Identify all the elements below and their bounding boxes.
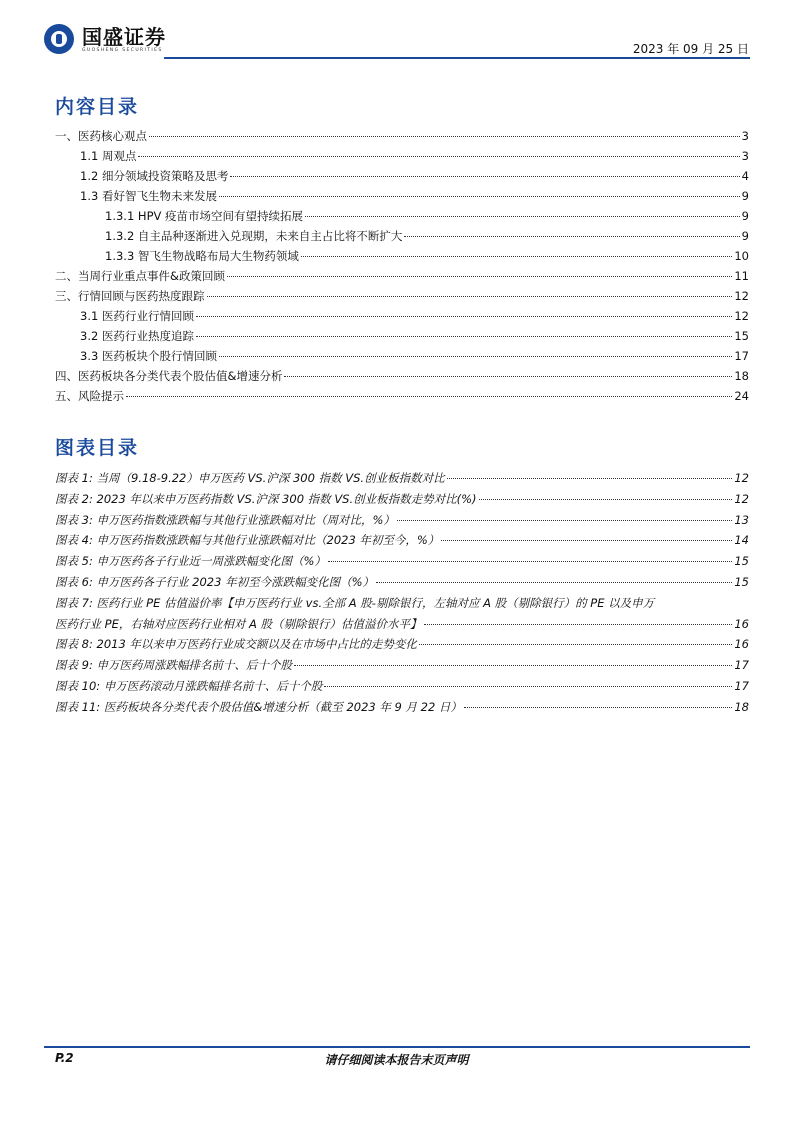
figure-entry-line1[interactable]: 图表 7: 医药行业 PE 估值溢价率【申万医药行业 vs.全部 A 股-剔除银行，左轴对应 A 股（剔除银行）的 PE 以及申万 <box>55 595 655 610</box>
toc-entry[interactable] <box>55 655 749 676</box>
entry-page[interactable]: 18 <box>734 699 749 714</box>
dot-leader <box>447 478 733 479</box>
toc-entry[interactable] <box>55 530 749 551</box>
toc-entry[interactable] <box>55 697 749 718</box>
table-of-contents <box>55 126 749 406</box>
entry-page[interactable]: 16 <box>734 637 749 652</box>
entry-label[interactable]: 1.3.3 智飞生物战略布局大生物药领域 <box>105 249 299 263</box>
entry-page[interactable]: 15 <box>734 329 749 343</box>
dot-leader <box>305 216 740 217</box>
dot-leader <box>404 236 739 237</box>
toc-title: 内容目录 <box>55 96 140 118</box>
toc-entry[interactable] <box>55 510 749 531</box>
logo-name: 国盛证券 <box>82 24 166 49</box>
entry-page[interactable]: 12 <box>734 309 749 323</box>
header-divider <box>164 57 750 59</box>
toc-entry[interactable] <box>55 306 749 326</box>
page-number: P.2 <box>55 1051 74 1065</box>
dot-leader <box>230 176 739 177</box>
entry-page[interactable]: 12 <box>734 289 749 303</box>
dot-leader <box>284 376 732 377</box>
entry-page[interactable]: 17 <box>734 349 749 363</box>
dot-leader <box>441 540 732 541</box>
dot-leader <box>138 156 739 157</box>
entry-page[interactable]: 17 <box>734 658 749 673</box>
entry-label[interactable]: 1.3.2 自主品种逐渐进入兑现期，未来自主占比将不断扩大 <box>105 229 403 243</box>
entry-page[interactable]: 14 <box>734 533 749 548</box>
dot-leader <box>294 665 732 666</box>
dot-leader <box>324 686 732 687</box>
company-logo <box>44 24 166 54</box>
entry-page[interactable]: 12 <box>734 491 749 506</box>
entry-page[interactable]: 9 <box>741 229 749 243</box>
entry-label[interactable]: 图表 1: 当周（9.18-9.22）申万医药 VS.沪深 300 指数 VS.创业板指数对比 <box>55 471 445 485</box>
dot-leader <box>301 256 732 257</box>
entry-label[interactable]: 1.3.1 HPV 疫苗市场空间有望持续拓展 <box>105 209 304 223</box>
entry-page[interactable]: 3 <box>741 129 749 143</box>
logo-icon <box>44 24 74 54</box>
entry-label[interactable]: 1.3 看好智飞生物未来发展 <box>80 189 217 203</box>
entry-label[interactable]: 一、医药核心观点 <box>55 129 147 143</box>
dot-leader <box>328 561 732 562</box>
entry-label[interactable]: 图表 11: 医药板块各分类代表个股估值&增速分析（截至 2023 年 9 月 22 日） <box>55 699 462 714</box>
dot-leader <box>149 136 740 137</box>
dot-leader <box>196 316 732 317</box>
entry-page[interactable]: 9 <box>741 209 749 223</box>
entry-label[interactable]: 3.1 医药行业行情回顾 <box>80 309 194 323</box>
report-date: 2023 年 09 月 25 日 <box>632 42 749 56</box>
dot-leader <box>397 520 732 521</box>
dot-leader <box>196 336 732 337</box>
figure-list <box>55 468 749 718</box>
toc-entry[interactable] <box>55 206 749 226</box>
entry-label[interactable]: 图表 10: 申万医药滚动月涨跌幅排名前十、后十个股 <box>55 678 323 693</box>
entry-label[interactable]: 三、行情回顾与医药热度跟踪 <box>55 289 205 303</box>
toc-entry[interactable] <box>55 126 749 146</box>
entry-page[interactable]: 17 <box>734 678 749 693</box>
entry-page[interactable]: 16 <box>734 616 749 631</box>
entry-label[interactable]: 五、风险提示 <box>55 389 124 403</box>
entry-label[interactable]: 四、医药板块各分类代表个股估值&增速分析 <box>55 369 283 383</box>
entry-label[interactable]: 图表 2: 2023 年以来申万医药指数 VS.沪深 300 指数 VS.创业板指数走势对比(%) <box>55 491 477 506</box>
toc-entry[interactable] <box>55 326 749 346</box>
toc-entry[interactable] <box>55 266 749 286</box>
entry-label[interactable]: 二、当周行业重点事件&政策回顾 <box>55 269 225 283</box>
dot-leader <box>464 707 732 708</box>
entry-page[interactable]: 12 <box>734 471 749 485</box>
dot-leader <box>376 582 732 583</box>
toc-entry[interactable] <box>55 366 749 386</box>
dot-leader <box>126 396 732 397</box>
toc-entry[interactable] <box>55 489 749 510</box>
entry-label[interactable]: 图表 5: 申万医药各子行业近一周涨跌幅变化图（%） <box>55 554 326 569</box>
footer-divider <box>44 1046 750 1048</box>
toc-entry[interactable] <box>55 186 749 206</box>
toc-entry[interactable] <box>55 246 749 266</box>
dot-leader <box>219 196 740 197</box>
entry-page[interactable]: 3 <box>741 149 749 163</box>
entry-page[interactable]: 9 <box>741 189 749 203</box>
toc-entry[interactable] <box>55 386 749 406</box>
entry-label[interactable]: 图表 6: 申万医药各子行业 2023 年初至今涨跌幅变化图（%） <box>55 574 375 589</box>
figure-list-title: 图表目录 <box>55 437 140 459</box>
entry-label[interactable]: 图表 4: 申万医药指数涨跌幅与其他行业涨跌幅对比（2023 年初至今，%） <box>55 533 440 548</box>
toc-entry[interactable] <box>55 676 749 697</box>
entry-label[interactable]: 图表 3: 申万医药指数涨跌幅与其他行业涨跌幅对比（周对比，%） <box>55 512 395 527</box>
toc-entry[interactable] <box>55 572 749 593</box>
entry-label[interactable]: 1.2 细分领域投资策略及思考 <box>80 169 229 183</box>
logo-english: GUOSHENG SECURITIES <box>82 47 163 53</box>
dot-leader <box>419 644 732 645</box>
toc-entry[interactable] <box>55 346 749 366</box>
entry-page[interactable]: 10 <box>734 249 749 263</box>
toc-entry[interactable] <box>55 551 749 572</box>
dot-leader <box>207 296 733 297</box>
entry-page[interactable]: 15 <box>734 574 749 589</box>
entry-label[interactable]: 1.1 周观点 <box>80 149 137 163</box>
entry-page[interactable]: 15 <box>734 554 749 569</box>
toc-entry[interactable] <box>55 146 749 166</box>
toc-entry[interactable] <box>55 468 749 489</box>
toc-entry[interactable] <box>55 166 749 186</box>
entry-label[interactable]: 图表 8: 2013 年以来申万医药行业成交额以及在市场中占比的走势变化 <box>55 637 417 652</box>
footer-notice: 请仔细阅读本报告末页声明 <box>324 1053 469 1067</box>
toc-entry[interactable] <box>55 226 749 246</box>
entry-label[interactable]: 医药行业 PE，右轴对应医药行业相对 A 股（剔除银行）估值溢价水平】 <box>55 616 422 631</box>
toc-entry[interactable] <box>55 634 749 655</box>
entry-label[interactable]: 3.3 医药板块个股行情回顾 <box>80 349 217 363</box>
dot-leader <box>219 356 732 357</box>
entry-page[interactable]: 18 <box>734 369 749 383</box>
dot-leader <box>227 276 732 277</box>
entry-label[interactable]: 3.2 医药行业热度追踪 <box>80 329 194 343</box>
entry-label[interactable]: 图表 9: 申万医药周涨跌幅排名前十、后十个股 <box>55 658 292 673</box>
dot-leader <box>479 499 733 500</box>
entry-page[interactable]: 11 <box>734 269 749 283</box>
entry-page[interactable]: 4 <box>741 169 749 183</box>
toc-entry[interactable] <box>55 614 749 635</box>
toc-entry[interactable] <box>55 286 749 306</box>
entry-page[interactable]: 13 <box>734 512 749 527</box>
dot-leader <box>424 624 733 625</box>
entry-page[interactable]: 24 <box>734 389 749 403</box>
